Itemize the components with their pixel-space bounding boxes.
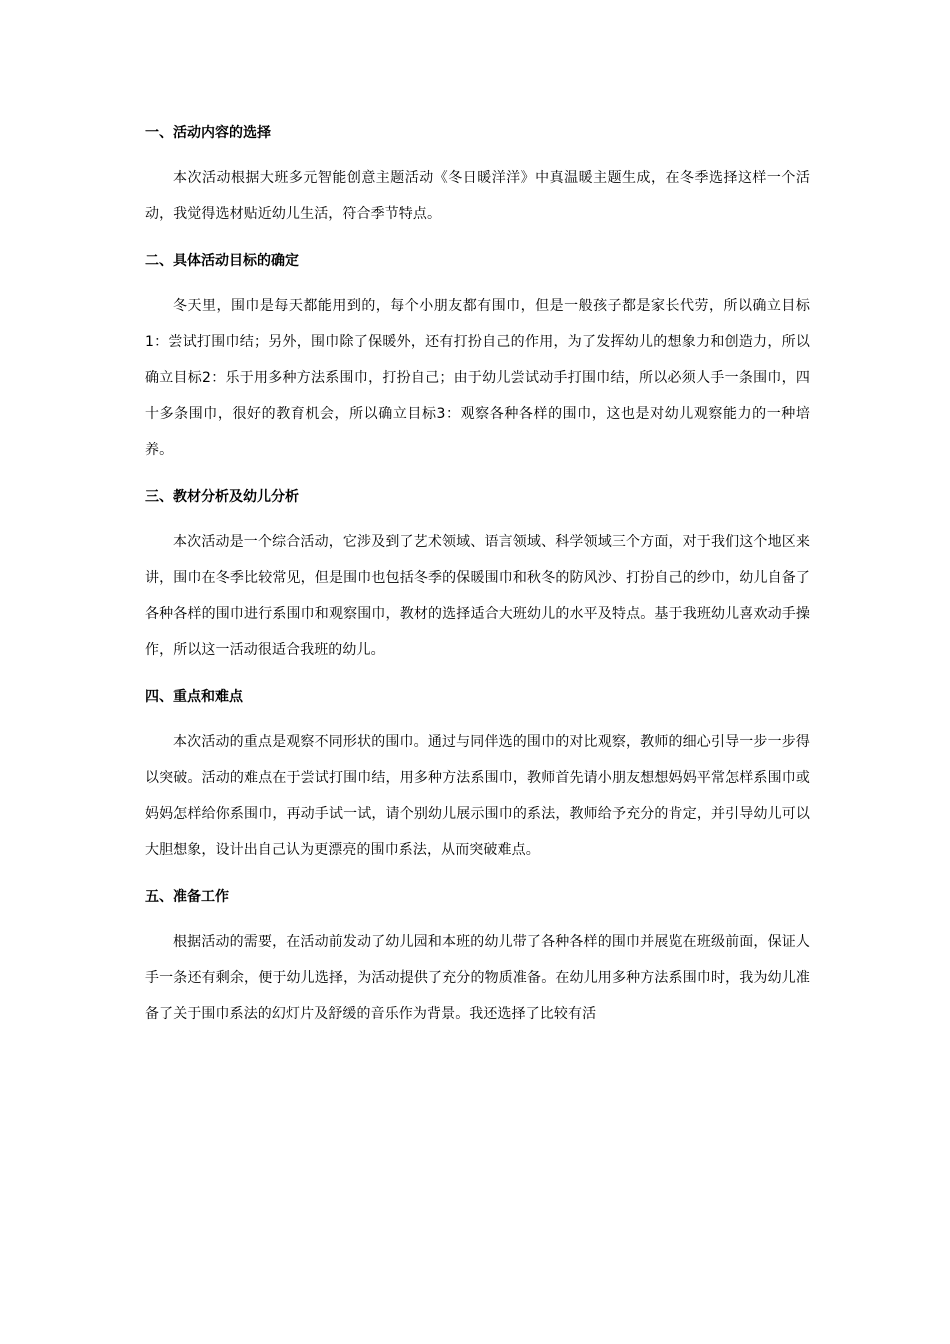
document-page (145, 122, 810, 1050)
section-activity-goals (145, 250, 810, 468)
section-paragraph: 本次活动是一个综合活动，它涉及到了艺术领域、语言领域、科学领域三个方面，对于我们这个地区来讲，围巾在冬季比较常见，但是围巾也包括冬季的保暖围巾和秋冬的防风沙、打扮自己的纱巾，幼儿自备了各种各样的围巾进行系围巾和观察围巾，教材的选择适合大班幼儿的水平及特点。基于我班幼儿喜欢动手操作，所以这一活动很适合我班的幼儿。 (145, 534, 810, 658)
section-heading: 二、具体活动目标的确定 (145, 253, 299, 269)
section-paragraph: 根据活动的需要，在活动前发动了幼儿园和本班的幼儿带了各种各样的围巾并展览在班级前面，保证人手一条还有剩余，便于幼儿选择，为活动提供了充分的物质准备。在幼儿用多种方法系围巾时，我为幼儿准备了关于围巾系法的幻灯片及舒缓的音乐作为背景。我还选择了比较有活 (145, 934, 810, 1022)
section-paragraph: 本次活动的重点是观察不同形状的围巾。通过与同伴选的围巾的对比观察，教师的细心引导一步一步得以突破。活动的难点在于尝试打围巾结，用多种方法系围巾，教师首先请小朋友想想妈妈平常怎样系围巾或妈妈怎样给你系围巾，再动手试一试，请个别幼儿展示围巾的系法，教师给予充分的肯定，并引导幼儿可以大胆想象，设计出自己认为更漂亮的围巾系法，从而突破难点。 (145, 734, 810, 858)
section-key-difficulties (145, 686, 810, 868)
section-heading: 四、重点和难点 (145, 689, 243, 705)
section-paragraph: 本次活动根据大班多元智能创意主题活动《冬日暖洋洋》中真温暖主题生成，在冬季选择这样一个活动，我觉得选材贴近幼儿生活，符合季节特点。 (145, 170, 810, 222)
section-heading: 一、活动内容的选择 (145, 125, 271, 141)
section-preparation (145, 886, 810, 1032)
section-content-selection (145, 122, 810, 232)
section-paragraph: 冬天里，围巾是每天都能用到的，每个小朋友都有围巾，但是一般孩子都是家长代劳，所以确立目标1：尝试打围巾结；另外，围巾除了保暖外，还有打扮自己的作用，为了发挥幼儿的想象力和创造力，所以确立目标2：乐于用多种方法系围巾，打扮自己；由于幼儿尝试动手打围巾结，所以必须人手一条围巾，四十多条围巾，很好的教育机会，所以确立目标3：观察各种各样的围巾，这也是对幼儿观察能力的一种培养。 (145, 298, 810, 458)
section-heading: 五、准备工作 (145, 889, 229, 905)
section-heading: 三、教材分析及幼儿分析 (145, 489, 299, 505)
section-material-analysis (145, 486, 810, 668)
